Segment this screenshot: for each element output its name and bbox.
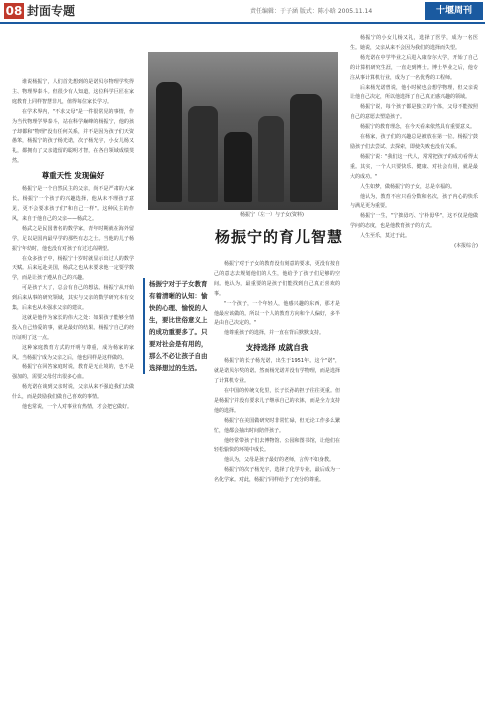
header-rule	[0, 22, 485, 24]
page-header	[0, 0, 485, 22]
paragraph: 在杨家，孩子们的兴趣总是被放在第一位。杨振宁鼓励孩子们去尝试、去探索，即使失败也没有关系。	[350, 134, 478, 150]
photo-figure	[188, 106, 218, 202]
source-note: (本报综合)	[454, 243, 478, 250]
photo-figure	[224, 132, 252, 202]
paragraph: "一个孩子，一个年轻人，他感兴趣的东西，那才是他最应该做的。所以一个人的教育方向和个人偏好，多半是由自己决定的。"	[214, 300, 340, 327]
article-column-3	[350, 34, 478, 698]
paragraph: 杨振宁是一个自然民主的父亲，尚不是严肃的大家长。杨振宁一个孩子的兴趣选择，他从未不理孩子意见，更不会要求孩子们"和自己一样"。这种民主的作风，来自于他自己的父亲——杨武之。	[12, 186, 134, 222]
article-title: 杨振宁的育儿智慧	[215, 228, 344, 246]
paragraph: 杨振宁说："我们这一代人，常常把孩子的成功看得太重。其实，一个人只要快乐、健康、对社会有用，就是最大的成功。"	[350, 153, 478, 180]
family-photo	[148, 52, 338, 210]
paragraph: 杨光诺在中学毕业之后进入康奈尔大学，开始了自己的计算机研究生涯，一直走到博士。博士毕业之后，他专注从事计算机行业，成为了一名优秀的工程师。	[350, 54, 478, 81]
paragraph: 在众多孩子中，杨振宁十岁时就显示出过人的数学天赋。后来远赴美国，杨武之也从未要求他一定要学数学，而是让孩子遵从自己的兴趣。	[12, 255, 134, 282]
paragraph: 杨振宁对于子女的教育没有刻意的要求，更没有按自己的意志去规划他们的人生，他给予了孩子们足够的空间。他认为，最重要的是孩子们能找到自己真正喜欢的事。	[214, 261, 340, 297]
paragraph: 这种家庭教育方式的开明与尊重，成为杨家的家风。当杨振宁成为父亲之后，他也同样是这样做的。	[12, 344, 134, 361]
subheading: 尊重天性 发现偏好	[41, 171, 105, 181]
paragraph: 杨光诺在谈到父亲时说，父亲从来不强迫我们去做什么，而是鼓励我们做自己喜欢的事情。	[12, 384, 134, 401]
section-title: 封面专题	[27, 4, 76, 18]
newspaper-brand: 十堰周刊	[425, 2, 483, 20]
article-column-2	[214, 260, 340, 698]
photo-caption: 杨振宁（左一）与子女(资料)	[240, 212, 304, 218]
article-column-1	[12, 78, 134, 698]
paragraph: 后来杨光诺曾说，他小时候也会想学物理，但父亲说让他自己决定，所以他选择了自己真正感兴趣的领域。	[350, 84, 478, 101]
paragraph: 在学术界内，"不求父母"是一件很常见的事情，作为当代物理学界泰斗，站在科学巅峰的杨振宁，他的孩子却都和"物理"没有任何关系，并不是因为孩子们天资愚笨，杨振宁的孩子杨光诺，次子杨光宇，小女儿杨又礼，都拥有了父亲遗留的聪明才智，在各自领域成绩斐然。	[12, 108, 134, 165]
paragraph: 可是孩子大了，总会有自己的想法。杨振宁从开始到后来从事的研究领域，其实与父亲的数学研究本有交集，后来也从未强求父亲的建议。	[12, 285, 134, 312]
paragraph: 杨振宁的小女儿杨又礼，选择了医学，成为一名医生。她说，父亲从来不会因为我们的选择而失望。	[350, 35, 478, 51]
paragraph: 这就是他作为家长的伟大之处：如果孩子能够全情投入自己热爱的事，就是最好的结果。杨振宁自己的经历证明了这一点。	[12, 314, 134, 341]
paragraph: 在中国的传统文化里，长子长孙的担子往往更重。但是杨振宁并没有要求儿子继承自己的衣钵，而是全力支持他的选择。	[214, 387, 340, 414]
paragraph: 杨振宁在回答家庭时说，教育是无止境的，也不是强加的，需要父母付出很多心血。	[12, 364, 134, 381]
paragraph: 杨振宁的长子杨光诺，出生于1951年。这个"诺"，就是诺贝尔奖的诺。然而杨光诺并没有学物理，而是选择了计算机专业。	[214, 358, 340, 385]
paragraph: 他认为，父母是孩子最好的老师，言传不如身教。	[224, 457, 335, 464]
editor-credits: 责任编辑：于子涵 版式：陈小晗 2005.11.14	[250, 8, 373, 15]
pull-quote: 杨振宁对于子女教育有着清晰的认知：愉快的心理、愉悦的人生，要比世俗意义上的成功重要多了。只要对社会是有用的，那么不必让孩子自由选择想过的生活。	[143, 278, 213, 374]
photo-figure	[290, 94, 322, 202]
paragraph: 他也常说，一个人对事业有热情，才会把它做好。	[22, 404, 133, 411]
paragraph: 杨振宁的次子杨光宇，选择了化学专业，最后成为一名化学家。对此，杨振宁同样给予了充分的尊重。	[214, 467, 340, 484]
paragraph: 他认为，教育不应只看分数和名次，孩子内心的快乐与满足更为重要。	[350, 193, 478, 210]
paragraph: 他经常带孩子们去博物馆、公园和图书馆，让他们在轻松愉快的环境中成长。	[214, 437, 340, 454]
paragraph: 他尊重孩子的选择，并一直在背后默默支持。	[224, 330, 325, 337]
paragraph: 人生如梦，做杨振宁的子女，总是幸福的。	[360, 183, 456, 190]
photo-figure	[156, 82, 182, 202]
subheading: 支持选择 成就自我	[245, 343, 309, 353]
photo-figure	[258, 116, 284, 202]
paragraph: 谁说杨振宁，人们首先想到的是诺贝尔物理学奖得主、物理界泰斗。但很少有人知道，这位科学巨匠在家庭教育上同样智慧非凡，值得每位家长学习。	[12, 79, 134, 105]
paragraph: 杨振宁在美国做研究时非常忙碌，但无论工作多么繁忙，他都会抽出时间陪伴孩子。	[214, 417, 340, 434]
page-number: 08	[5, 4, 23, 18]
paragraph: 杨振宁说，每个孩子都是独立的个体，父母不能按照自己的意愿去塑造孩子。	[350, 104, 478, 121]
paragraph: 杨振宁一生，"宁拙毋巧、宁朴毋华"，这不仅是他做学问的态度，也是他教育孩子的方式。	[350, 213, 478, 230]
paragraph: 人生至乐，莫过于此。	[360, 233, 411, 240]
paragraph: 杨振宁的教育理念，在今天看来依然具有重要意义。	[360, 124, 476, 131]
paragraph: 杨武之是民国著名的数学家，青年时期就在海外留学，足以是国内最早学的那些有志之士。当他的儿子杨振宁年幼时，他也没有对孩子有过过高期望。	[12, 225, 134, 252]
